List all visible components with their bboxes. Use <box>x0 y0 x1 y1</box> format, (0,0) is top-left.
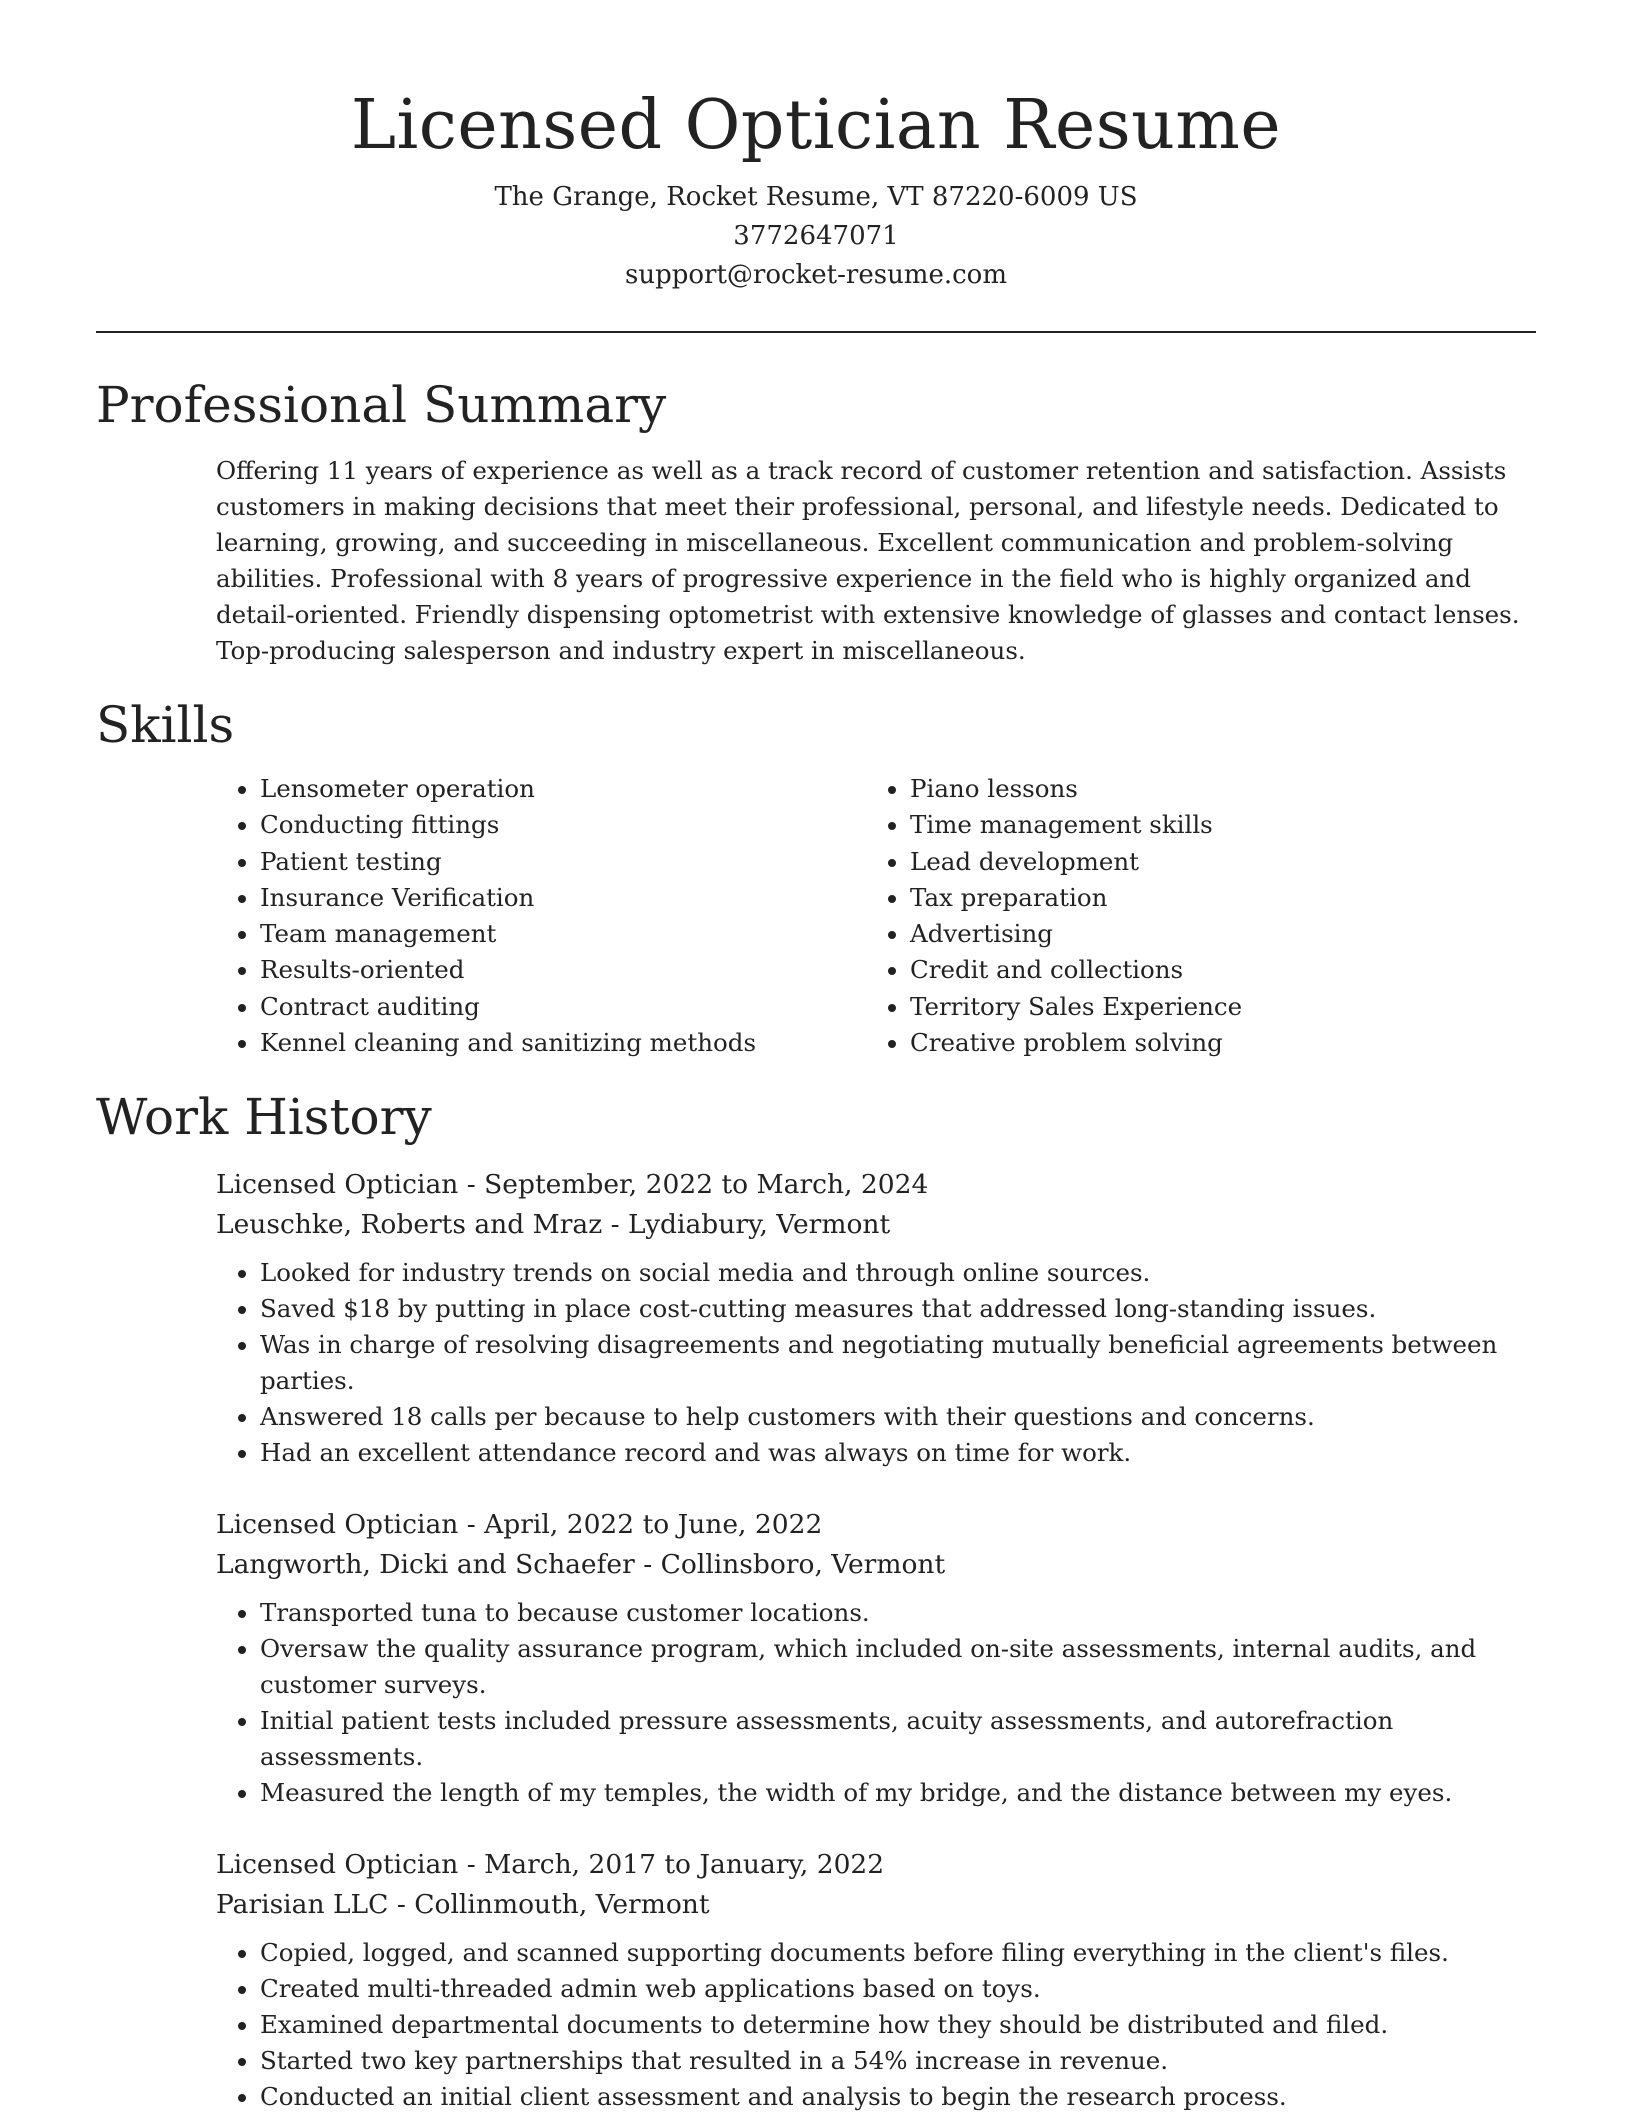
job-location: - Collinsboro, Vermont <box>634 1549 946 1581</box>
contact-address: The Grange, Rocket Resume, VT 87220-6009 US <box>494 182 1138 212</box>
job-bullet: • Conducted an initial client assessment and analysis to begin the research process. <box>260 2079 1536 2115</box>
job-title: Licensed Optician <box>216 1169 459 1201</box>
job-bullet: • Copied, logged, and scanned supporting documents before filing everything in the client's files. <box>260 1935 1536 1971</box>
job-bullet: • Transported tuna to because customer locations. <box>260 1595 1536 1631</box>
job-bullet: • Started two key partnerships that resulted in a 54% increase in revenue. <box>260 2043 1536 2079</box>
job-bullets <box>216 1935 1536 2115</box>
skill-item: • Time management skills <box>910 807 1510 843</box>
job-title-line <box>216 1505 1536 1545</box>
skill-item: • Tax preparation <box>910 880 1510 916</box>
job-title: Licensed Optician <box>216 1509 459 1541</box>
skill-item: • Insurance Verification <box>260 880 866 916</box>
skill-item: • Team management <box>260 916 866 952</box>
skills-section <box>96 695 1536 1061</box>
skills-columns <box>216 771 1536 1061</box>
skill-item: • Credit and collections <box>910 952 1510 988</box>
job-dates: - September, 2022 to March, 2024 <box>458 1169 929 1201</box>
job-title: Licensed Optician <box>216 1849 459 1881</box>
skills-heading: Skills <box>96 696 235 754</box>
job-bullet: • Examined departmental documents to determine how they should be distributed and filed. <box>260 2007 1536 2043</box>
skill-item: • Territory Sales Experience <box>910 989 1510 1025</box>
job-dates: - April, 2022 to June, 2022 <box>458 1509 823 1541</box>
skill-item: • Lensometer operation <box>260 771 866 807</box>
job-title-line <box>216 1165 1536 1205</box>
job-bullet: • Saved $18 by putting in place cost-cutting measures that addressed long-standing issues. <box>260 1291 1536 1327</box>
job-company: Langworth, Dicki and Schaefer <box>216 1549 635 1581</box>
skill-item: • Piano lessons <box>910 771 1510 807</box>
job-company-line <box>216 1545 1536 1585</box>
summary-heading: Professional Summary <box>96 376 667 434</box>
work-history-section <box>96 1087 1536 2115</box>
job-title-line <box>216 1845 1536 1885</box>
job-company: Leuschke, Roberts and Mraz <box>216 1209 603 1241</box>
job-bullet: • Oversaw the quality assurance program, which included on-site assessments, internal audits, and customer surveys. <box>260 1631 1536 1703</box>
skill-item: • Kennel cleaning and sanitizing methods <box>260 1025 866 1061</box>
job-bullet: • Created multi-threaded admin web applications based on toys. <box>260 1971 1536 2007</box>
skill-item: • Contract auditing <box>260 989 866 1025</box>
job-bullet: • Was in charge of resolving disagreements and negotiating mutually beneficial agreements between parties. <box>260 1327 1536 1399</box>
work-history-heading: Work History <box>96 1088 432 1147</box>
skill-item: • Creative problem solving <box>910 1025 1510 1061</box>
job-company: Parisian LLC <box>216 1889 389 1921</box>
job-bullet: • Answered 18 calls per because to help customers with their questions and concerns. <box>260 1399 1536 1435</box>
job-location: - Collinmouth, Vermont <box>388 1889 710 1921</box>
skills-list-left <box>216 771 866 1061</box>
skills-list-right <box>866 771 1510 1061</box>
job-entry <box>216 1505 1536 1811</box>
job-bullet: • Initial patient tests included pressure assessments, acuity assessments, and autorefraction assessments. <box>260 1703 1536 1775</box>
skill-item: • Lead development <box>910 844 1510 880</box>
contact-info <box>96 178 1536 295</box>
resume-title: Licensed Optician Resume <box>350 86 1282 165</box>
skill-item: • Results-oriented <box>260 952 866 988</box>
contact-phone: 3772647071 <box>733 221 899 251</box>
job-bullet: • Looked for industry trends on social media and through online sources. <box>260 1255 1536 1291</box>
skill-item: • Advertising <box>910 916 1510 952</box>
job-dates: - March, 2017 to January, 2022 <box>458 1849 885 1881</box>
summary-text: Offering 11 years of experience as well as a track record of customer retention and satisfaction. Assists customers in making decisions that meet their professional, personal, and lifestyle needs. Dedicated to learning, growing, and succeeding in miscellaneous. Excellent communication and problem-solving abilities. Professional with 8 years of progressive experience in the field who is highly organized and detail-oriented. Friendly dispensing optometrist with extensive knowledge of glasses and contact lenses. Top-producing salesperson and industry expert in miscellaneous. <box>216 456 1520 665</box>
skill-item: • Conducting fittings <box>260 807 866 843</box>
job-entry <box>216 1845 1536 2115</box>
job-entry <box>216 1165 1536 1471</box>
resume-header <box>96 0 1536 295</box>
job-company-line <box>216 1205 1536 1245</box>
header-divider <box>96 331 1536 333</box>
contact-email: support@rocket-resume.com <box>624 260 1007 290</box>
job-bullets <box>216 1595 1536 1811</box>
job-bullet: • Had an excellent attendance record and was always on time for work. <box>260 1435 1536 1471</box>
skill-item: • Patient testing <box>260 844 866 880</box>
job-bullets <box>216 1255 1536 1471</box>
summary-section <box>96 375 1536 669</box>
job-location: - Lydiabury, Vermont <box>602 1209 891 1241</box>
job-company-line <box>216 1885 1536 1925</box>
job-bullet: • Measured the length of my temples, the width of my bridge, and the distance between my eyes. <box>260 1775 1536 1811</box>
